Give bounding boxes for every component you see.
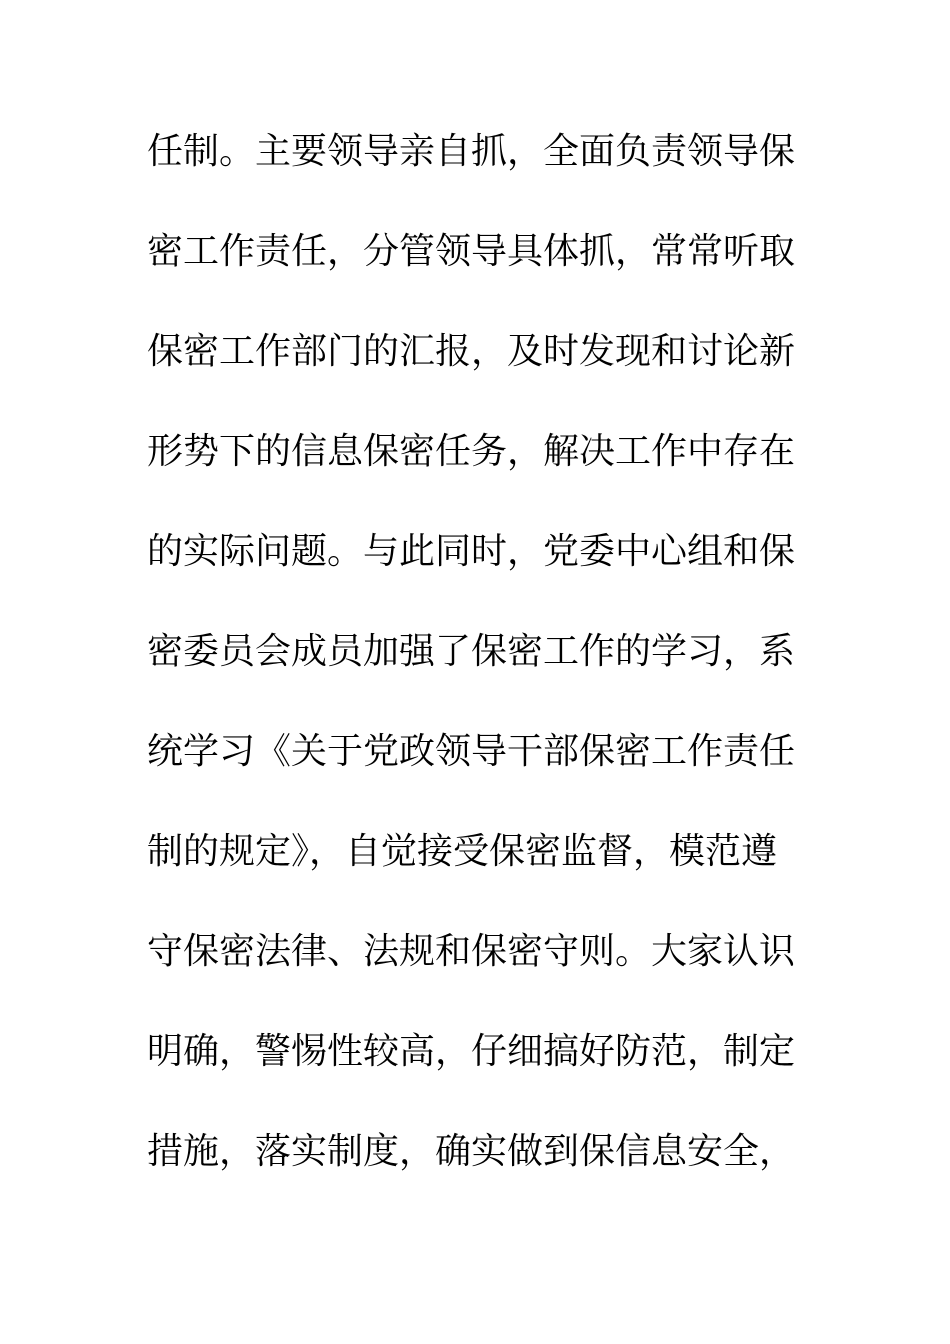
- text-line: 密委员会成员加强了保密工作的学习，系: [147, 631, 796, 672]
- text-line: 密工作责任，分管领导具体抓，常常听取: [147, 231, 796, 272]
- text-line: 守保密法律、法规和保密守则。大家认识: [147, 931, 796, 972]
- text-line: 保密工作部门的汇报，及时发现和讨论新: [147, 331, 796, 372]
- text-line: 措施，落实制度，确实做到保信息安全，: [147, 1131, 796, 1172]
- text-line: 制的规定》，自觉接受保密监督，模范遵: [147, 831, 778, 872]
- body-text: [147, 127, 796, 1227]
- text-line: 形势下的信息保密任务，解决工作中存在: [147, 431, 796, 472]
- text-line: 统学习《关于党政领导干部保密工作责任: [147, 731, 796, 772]
- text-line: 的实际问题。与此同时，党委中心组和保: [147, 531, 796, 572]
- text-line: 明确，警惕性较高，仔细搞好防范，制定: [147, 1031, 796, 1072]
- text-line: 任制。主要领导亲自抓，全面负责领导保: [147, 131, 796, 172]
